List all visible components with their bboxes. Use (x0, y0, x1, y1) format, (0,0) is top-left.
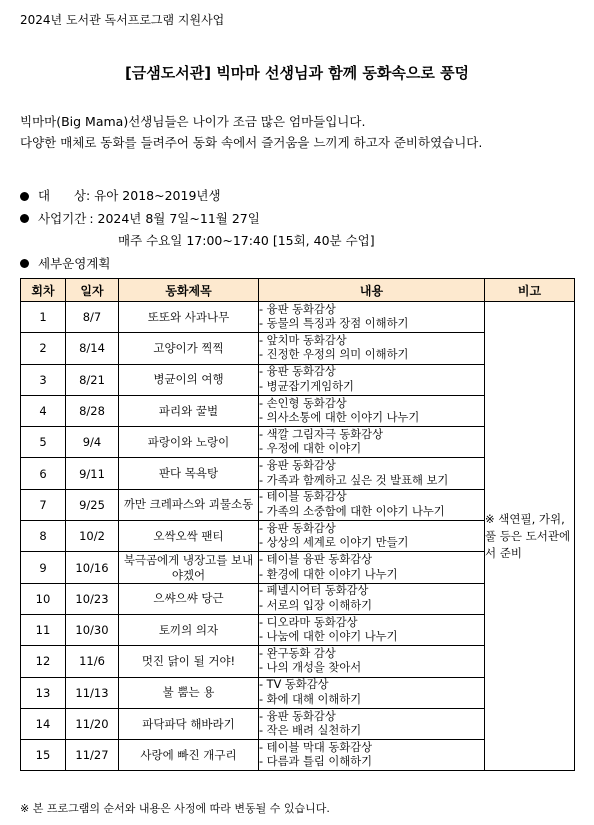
program-line: 2024년 도서관 독서프로그램 지원사업 (20, 13, 225, 27)
target-label: 대 상 (38, 188, 86, 203)
cell-content (259, 333, 485, 364)
cell-no: 1 (21, 302, 66, 333)
page-title: [금샘도서관] 빅마마 선생님과 함께 동화속으로 풍덩 (124, 64, 470, 82)
content-line-1: - 융판 동화감상 (259, 365, 336, 379)
info-target (20, 185, 375, 208)
content-line-2: - 동물의 특징과 장점 이해하기 (259, 317, 409, 331)
cell-no: 2 (21, 333, 66, 364)
cell-no: 5 (21, 427, 66, 458)
cell-date: 10/16 (66, 552, 119, 583)
cell-content (259, 583, 485, 614)
info-period (20, 208, 375, 231)
cell-content (259, 364, 485, 395)
period-value: : 2024년 8월 7일~11월 27일 (89, 210, 260, 226)
cell-title: 고양이가 찍찍 (119, 333, 259, 364)
cell-title: 판다 목욕탕 (119, 458, 259, 489)
info-schedule (20, 230, 375, 253)
cell-content (259, 427, 485, 458)
cell-no: 7 (21, 489, 66, 520)
cell-no: 12 (21, 646, 66, 677)
cell-date: 9/4 (66, 427, 119, 458)
cell-date: 9/11 (66, 458, 119, 489)
cell-date: 10/23 (66, 583, 119, 614)
cell-date: 11/13 (66, 677, 119, 708)
content-line-1: - TV 동화감상 (259, 678, 329, 692)
content-line-1: - 테이블 동화감상 (259, 490, 347, 504)
cell-title: 까만 크레파스와 괴물소동 (119, 489, 259, 520)
content-line-1: - 색깔 그림자극 동화감상 (259, 427, 383, 441)
cell-title: 오싹오싹 팬티 (119, 521, 259, 552)
footnote: ※ 본 프로그램의 순서와 내용은 사정에 따라 변동될 수 있습니다. (20, 802, 330, 815)
cell-date: 11/20 (66, 708, 119, 739)
cell-no: 15 (21, 740, 66, 771)
content-line-1: - 디오라마 동화감상 (259, 615, 358, 629)
cell-no: 13 (21, 677, 66, 708)
content-line-1: - 앞치마 동화감상 (259, 333, 347, 347)
cell-no: 8 (21, 521, 66, 552)
content-line-2: - 우정에 대한 이야기 (259, 442, 362, 456)
intro-line-1: 빅마마(Big Mama)선생님들은 나이가 조금 많은 엄마들입니다. (20, 114, 366, 129)
cell-title: 파리와 꿀벌 (119, 395, 259, 426)
plan-label: 세부운영계획 (38, 255, 111, 271)
cell-date: 8/28 (66, 395, 119, 426)
content-line-1: - 테이블 융판 동화감상 (259, 553, 373, 567)
cell-date: 8/7 (66, 302, 119, 333)
cell-no: 6 (21, 458, 66, 489)
content-line-2: - 화에 대해 이해하기 (259, 692, 362, 706)
cell-no: 4 (21, 395, 66, 426)
content-line-1: - 완구동화 감상 (259, 646, 336, 660)
cell-content (259, 552, 485, 583)
intro-line-2: 다양한 매체로 동화를 들려주어 동화 속에서 즐거움을 느끼게 하고자 준비하였습니다. (20, 135, 483, 150)
header-date: 일자 (66, 279, 119, 302)
content-line-2: - 병균잡기게임하기 (259, 379, 354, 393)
schedule-table (20, 278, 575, 771)
cell-content (259, 708, 485, 739)
cell-title: 토끼의 의자 (119, 614, 259, 645)
content-line-2: - 서로의 입장 이해하기 (259, 598, 373, 612)
cell-content (259, 677, 485, 708)
cell-title: 북극곰에게 냉장고를 보내야겠어 (119, 552, 259, 583)
cell-title: 파랑이와 노랑이 (119, 427, 259, 458)
content-line-2: - 나의 개성을 찾아서 (259, 661, 362, 675)
cell-content (259, 302, 485, 333)
cell-content (259, 614, 485, 645)
schedule-value: 매주 수요일 17:00~17:40 [15회, 40분 수업] (118, 233, 375, 248)
content-line-1: - 테이블 막대 동화감상 (259, 740, 373, 754)
cell-content (259, 740, 485, 771)
cell-content (259, 458, 485, 489)
content-line-2: - 작은 배려 실천하기 (259, 724, 362, 737)
table-row (21, 302, 575, 333)
content-line-2: - 환경에 대한 이야기 나누기 (259, 567, 398, 581)
cell-date: 10/30 (66, 614, 119, 645)
header-no: 회차 (21, 279, 66, 302)
target-value: : 유아 2018~2019년생 (86, 188, 221, 203)
cell-content (259, 521, 485, 552)
content-line-2: - 의사소통에 대한 이야기 나누기 (259, 411, 420, 425)
cell-title: 또또와 사과나무 (119, 302, 259, 333)
table-header-row (21, 279, 575, 302)
period-label: 사업기간 (38, 210, 87, 226)
content-line-2: - 상상의 세계로 이야기 만들기 (259, 536, 409, 550)
bullet-icon (20, 214, 29, 223)
content-line-2: - 진정한 우정의 의미 이해하기 (259, 348, 409, 362)
content-line-2: - 가족의 소중함에 대한 이야기 나누기 (259, 504, 445, 518)
cell-title: 멋진 닭이 될 거야! (119, 646, 259, 677)
cell-title: 불 뿜는 용 (119, 677, 259, 708)
cell-no: 3 (21, 364, 66, 395)
cell-date: 11/6 (66, 646, 119, 677)
cell-title: 사랑에 빠진 개구리 (119, 740, 259, 771)
content-line-1: - 손인형 동화감상 (259, 396, 347, 410)
content-line-1: - 융판 동화감상 (259, 302, 336, 316)
cell-date: 9/25 (66, 489, 119, 520)
header-content: 내용 (259, 279, 485, 302)
content-line-2: - 가족과 함께하고 싶은 것 발표해 보기 (259, 473, 449, 487)
info-list (20, 185, 375, 275)
header-note: 비고 (485, 279, 575, 302)
header-title: 동화제목 (119, 279, 259, 302)
cell-date: 8/14 (66, 333, 119, 364)
info-plan (20, 253, 375, 276)
content-line-1: - 융판 동화감상 (259, 709, 336, 723)
content-line-2: - 나눔에 대한 이야기 나누기 (259, 630, 398, 644)
cell-no: 9 (21, 552, 66, 583)
content-line-1: - 융판 동화감상 (259, 459, 336, 473)
cell-date: 10/2 (66, 521, 119, 552)
cell-date: 8/21 (66, 364, 119, 395)
cell-title: 파닥파닥 해바라기 (119, 708, 259, 739)
cell-date: 11/27 (66, 740, 119, 771)
bullet-icon (20, 259, 29, 268)
cell-content (259, 489, 485, 520)
content-line-2: - 다름과 틀림 이해하기 (259, 755, 373, 769)
cell-content (259, 395, 485, 426)
cell-no: 11 (21, 614, 66, 645)
cell-no: 14 (21, 708, 66, 739)
intro-text (20, 111, 482, 153)
content-line-1: - 융판 동화감상 (259, 521, 336, 535)
cell-title: 으쌰으쌰 당근 (119, 583, 259, 614)
cell-no: 10 (21, 583, 66, 614)
bullet-icon (20, 192, 29, 201)
cell-content (259, 646, 485, 677)
content-line-1: - 페넬시어터 동화감상 (259, 584, 369, 598)
cell-title: 병균이의 여행 (119, 364, 259, 395)
cell-note: ※ 색연필, 가위, 풀 등은 도서관에서 준비 (485, 302, 575, 771)
